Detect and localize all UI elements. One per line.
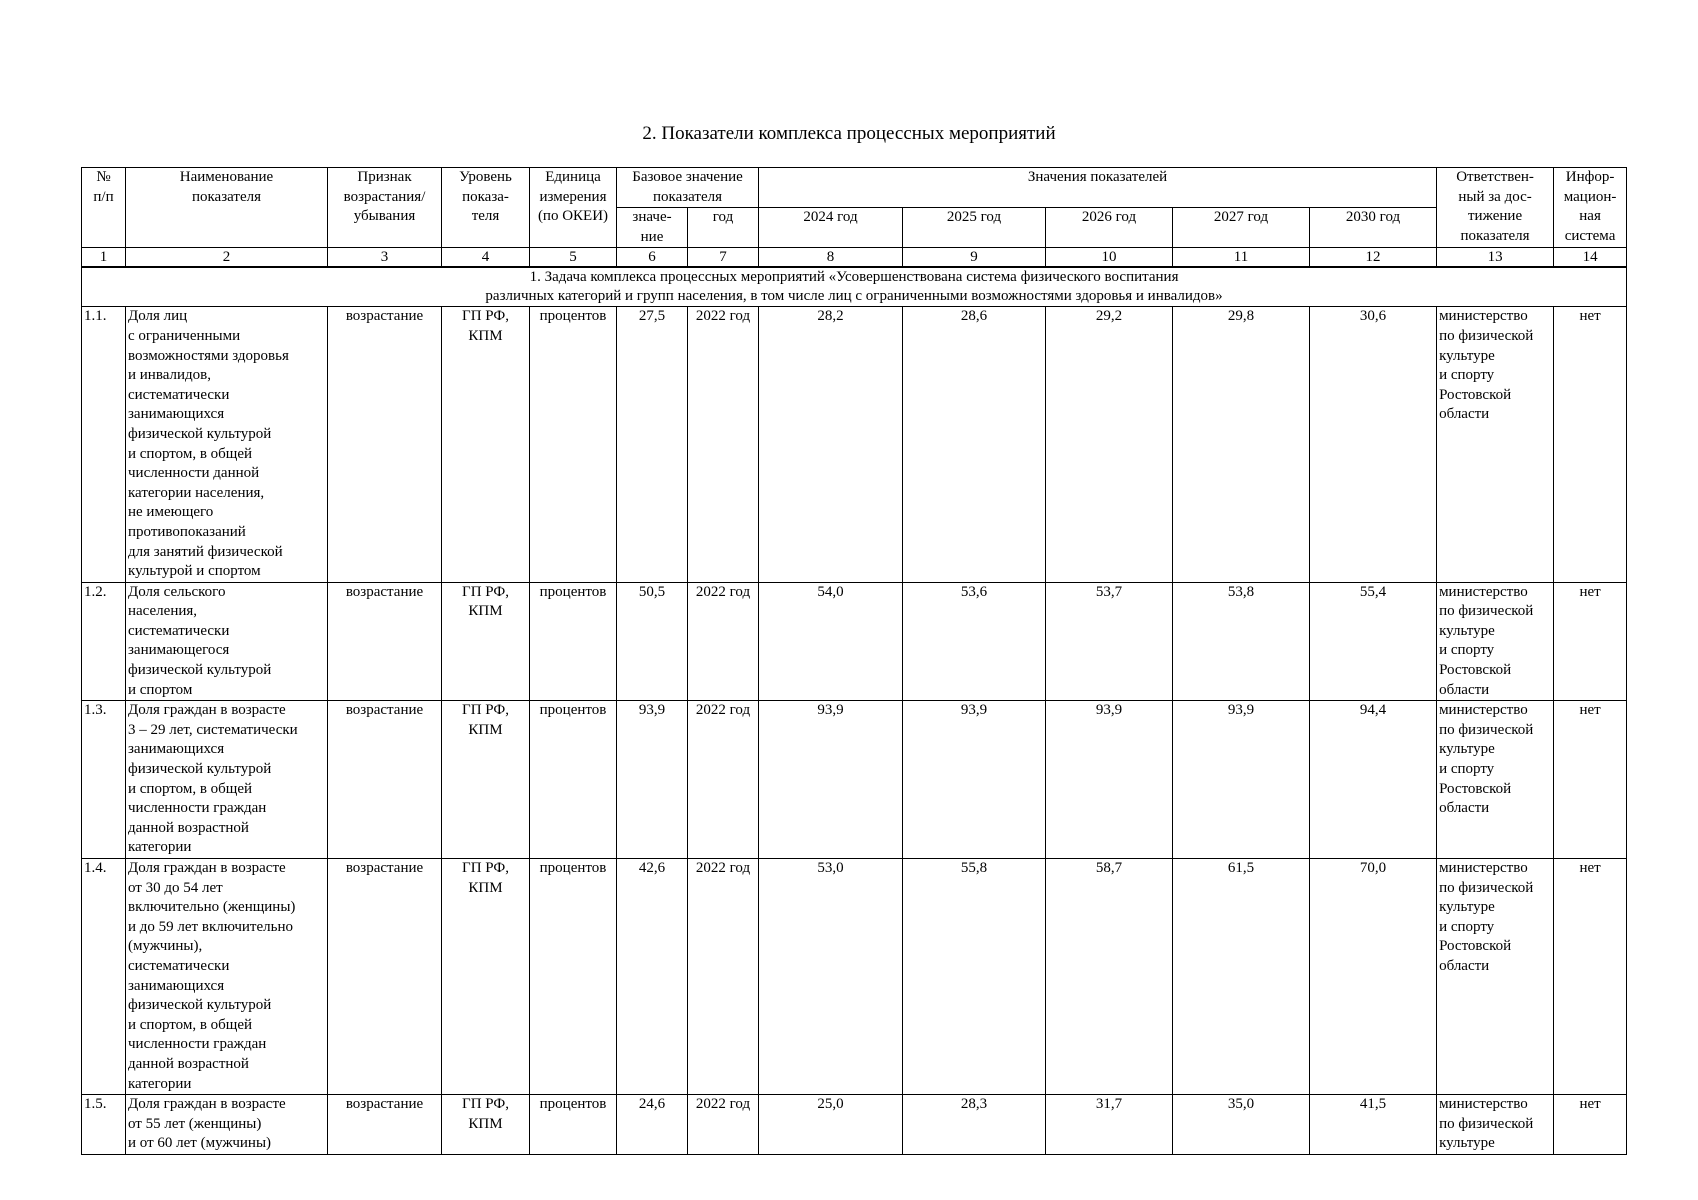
header-responsible: Ответствен- ный за дос- тижение показателя <box>1437 168 1554 248</box>
indicator-name: Доля граждан в возрасте от 55 лет (женщины) и от 60 лет (мужчины) <box>126 1095 328 1155</box>
col-number: 6 <box>617 248 688 268</box>
responsible: министерство по физической культуре и спорту Ростовской области <box>1437 582 1554 701</box>
header-2025: 2025 год <box>903 208 1046 248</box>
col-number: 7 <box>688 248 759 268</box>
column-numbers-row <box>82 248 1627 268</box>
table-row <box>82 1095 1627 1155</box>
responsible: министерство по физической культуре <box>1437 1095 1554 1155</box>
col-number: 14 <box>1554 248 1627 268</box>
trend: возрастание <box>328 582 442 701</box>
value-2030: 41,5 <box>1310 1095 1437 1155</box>
unit: процентов <box>530 1095 617 1155</box>
trend: возрастание <box>328 701 442 859</box>
value-2030: 94,4 <box>1310 701 1437 859</box>
col-number: 2 <box>126 248 328 268</box>
header-row-1 <box>82 168 1627 208</box>
indicator-level: ГП РФ, КПМ <box>442 1095 530 1155</box>
header-info-system: Инфор- мацион- ная система <box>1554 168 1627 248</box>
indicator-name: Доля граждан в возрасте 3 – 29 лет, систематически занимающихся физической культурой и спортом, в общей численности граждан данной возрастной категории <box>126 701 328 859</box>
row-number: 1.1. <box>82 307 126 582</box>
header-name: Наименование показателя <box>126 168 328 248</box>
indicators-table <box>81 167 1627 1155</box>
trend: возрастание <box>328 1095 442 1155</box>
col-number: 3 <box>328 248 442 268</box>
header-base: Базовое значение показателя <box>617 168 759 208</box>
value-2024: 93,9 <box>759 701 903 859</box>
value-2026: 31,7 <box>1046 1095 1173 1155</box>
value-2024: 53,0 <box>759 859 903 1095</box>
value-2030: 30,6 <box>1310 307 1437 582</box>
base-value: 93,9 <box>617 701 688 859</box>
table-row <box>82 582 1627 701</box>
info-system: нет <box>1554 1095 1627 1155</box>
value-2025: 93,9 <box>903 701 1046 859</box>
value-2027: 35,0 <box>1173 1095 1310 1155</box>
col-number: 12 <box>1310 248 1437 268</box>
value-2026: 53,7 <box>1046 582 1173 701</box>
value-2027: 53,8 <box>1173 582 1310 701</box>
base-year: 2022 год <box>688 307 759 582</box>
header-unit: Единица измерения (по ОКЕИ) <box>530 168 617 248</box>
value-2026: 58,7 <box>1046 859 1173 1095</box>
base-year: 2022 год <box>688 1095 759 1155</box>
info-system: нет <box>1554 701 1627 859</box>
header-base-value: значе- ние <box>617 208 688 248</box>
value-2025: 55,8 <box>903 859 1046 1095</box>
value-2027: 93,9 <box>1173 701 1310 859</box>
base-value: 24,6 <box>617 1095 688 1155</box>
value-2030: 70,0 <box>1310 859 1437 1095</box>
value-2030: 55,4 <box>1310 582 1437 701</box>
header-num: № п/п <box>82 168 126 248</box>
info-system: нет <box>1554 859 1627 1095</box>
trend: возрастание <box>328 307 442 582</box>
indicator-level: ГП РФ, КПМ <box>442 701 530 859</box>
base-year: 2022 год <box>688 582 759 701</box>
table-row <box>82 859 1627 1095</box>
base-value: 27,5 <box>617 307 688 582</box>
info-system: нет <box>1554 582 1627 701</box>
indicator-level: ГП РФ, КПМ <box>442 859 530 1095</box>
col-number: 5 <box>530 248 617 268</box>
value-2026: 29,2 <box>1046 307 1173 582</box>
header-2024: 2024 год <box>759 208 903 248</box>
indicator-name: Доля сельского населения, систематически занимающегося физической культурой и спортом <box>126 582 328 701</box>
row-number: 1.3. <box>82 701 126 859</box>
value-2024: 54,0 <box>759 582 903 701</box>
col-number: 11 <box>1173 248 1310 268</box>
base-year: 2022 год <box>688 701 759 859</box>
header-base-year: год <box>688 208 759 248</box>
value-2027: 61,5 <box>1173 859 1310 1095</box>
row-number: 1.4. <box>82 859 126 1095</box>
col-number: 9 <box>903 248 1046 268</box>
indicator-level: ГП РФ, КПМ <box>442 582 530 701</box>
col-number: 8 <box>759 248 903 268</box>
table-row <box>82 701 1627 859</box>
value-2025: 28,6 <box>903 307 1046 582</box>
value-2024: 28,2 <box>759 307 903 582</box>
unit: процентов <box>530 701 617 859</box>
responsible: министерство по физической культуре и спорту Ростовской области <box>1437 859 1554 1095</box>
table-row <box>82 307 1627 582</box>
header-trend: Признак возрастания/ убывания <box>328 168 442 248</box>
indicator-name: Доля лиц с ограниченными возможностями здоровья и инвалидов, систематически занимающихся физической культурой и спортом, в общей численности данной категории населения, не имеющего противопоказаний для занятий физической культурой и спортом <box>126 307 328 582</box>
unit: процентов <box>530 582 617 701</box>
info-system: нет <box>1554 307 1627 582</box>
unit: процентов <box>530 859 617 1095</box>
page-title: 2. Показатели комплекса процессных мероприятий <box>642 123 1056 144</box>
trend: возрастание <box>328 859 442 1095</box>
row-number: 1.2. <box>82 582 126 701</box>
value-2024: 25,0 <box>759 1095 903 1155</box>
col-number: 4 <box>442 248 530 268</box>
header-2026: 2026 год <box>1046 208 1173 248</box>
col-number: 13 <box>1437 248 1554 268</box>
header-level: Уровень показа- теля <box>442 168 530 248</box>
task-row <box>82 267 1627 307</box>
responsible: министерство по физической культуре и спорту Ростовской области <box>1437 701 1554 859</box>
value-2025: 53,6 <box>903 582 1046 701</box>
col-number: 10 <box>1046 248 1173 268</box>
header-values: Значения показателей <box>759 168 1437 208</box>
col-number: 1 <box>82 248 126 268</box>
value-2027: 29,8 <box>1173 307 1310 582</box>
responsible: министерство по физической культуре и спорту Ростовской области <box>1437 307 1554 582</box>
value-2025: 28,3 <box>903 1095 1046 1155</box>
header-2030: 2030 год <box>1310 208 1437 248</box>
unit: процентов <box>530 307 617 582</box>
value-2026: 93,9 <box>1046 701 1173 859</box>
header-2027: 2027 год <box>1173 208 1310 248</box>
row-number: 1.5. <box>82 1095 126 1155</box>
base-year: 2022 год <box>688 859 759 1095</box>
indicator-level: ГП РФ, КПМ <box>442 307 530 582</box>
base-value: 42,6 <box>617 859 688 1095</box>
task-title: 1. Задача комплекса процессных мероприятий «Усовершенствована система физического воспитания различных категорий и групп населения, в том числе лиц с ограниченными возможностями здоровья и инвалидов» <box>82 267 1627 307</box>
base-value: 50,5 <box>617 582 688 701</box>
indicator-name: Доля граждан в возрасте от 30 до 54 лет включительно (женщины) и до 59 лет включительно (мужчины), систематически занимающихся физической культурой и спортом, в общей численности граждан данной возрастной категории <box>126 859 328 1095</box>
